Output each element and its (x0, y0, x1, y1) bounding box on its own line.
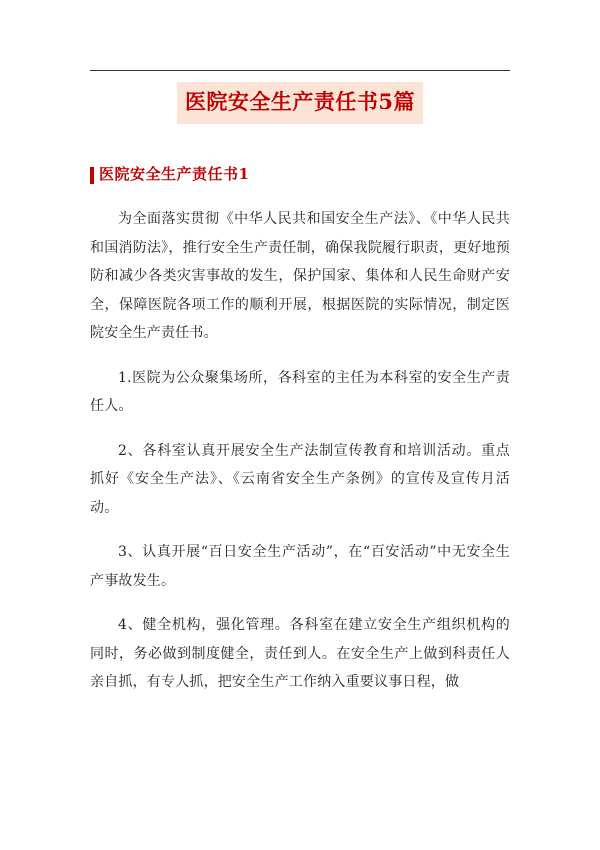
section-heading-text: 医院安全生产责任书1 (99, 165, 250, 183)
paragraph-item-2: 2、各科室认真开展安全生产法制宣传教育和培训活动。重点抓好《安全生产法》、《云南省安全生产条例》的宣传及宣传月活动。 (90, 442, 510, 516)
paragraph-item-4: 4、健全机构，强化管理。各科室在建立安全生产组织机构的同时，务必做到制度健全，责任到人。在安全生产上做到科责任人亲自抓，有专人抓，把安全生产工作纳入重要议事日程，做 (90, 617, 510, 690)
title-container (0, 82, 600, 124)
page-title: 医院安全生产责任书5篇 (177, 82, 423, 124)
paragraph-intro: 为全面落实贯彻《中华人民共和国安全生产法》、《中华人民共和国消防法》，推行安全生产责任制，确保我院履行职责，更好地预防和减少各类灾害事故的发生，保护国家、集体和人民生命财产安全，保障医院各项工作的顺利开展，根据医院的实际情况，制定医院安全生产责任书。 (90, 211, 510, 341)
paragraph-item-1: 1.医院为公众聚集场所，各科室的主任为本科室的安全生产责任人。 (90, 369, 510, 414)
top-divider (90, 70, 510, 71)
heading-marker-icon (90, 167, 94, 184)
section-heading (90, 163, 249, 184)
paragraph-item-3: 3、认真开展“百日安全生产活动”，在“百安活动”中无安全生产事故发生。 (90, 544, 510, 589)
document-body (90, 205, 510, 713)
